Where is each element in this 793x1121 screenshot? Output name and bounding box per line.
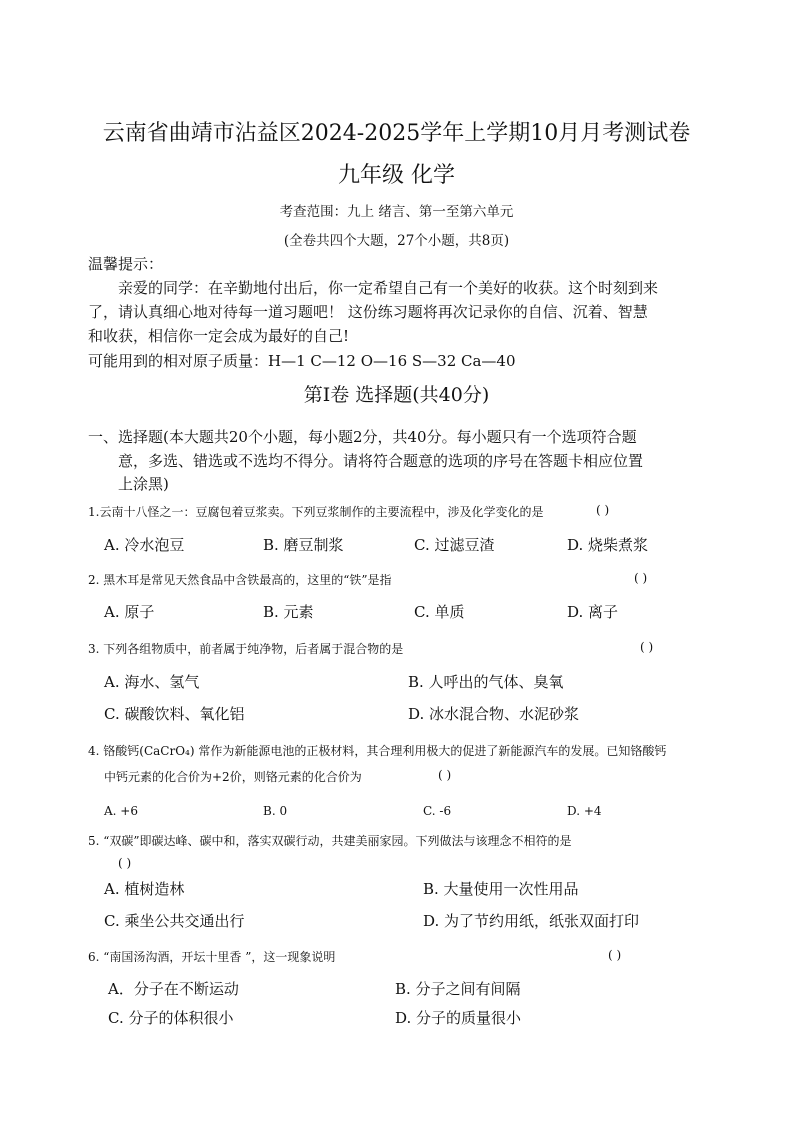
answer-bracket: ( ) bbox=[596, 503, 610, 517]
question-stem: 5. “双碳”即碳达峰、碳中和，落实双碳行动，共建美丽家园。下列做法与该理念不相符的是 bbox=[88, 834, 572, 848]
section-title: 第Ⅰ卷 选择题(共40分) bbox=[303, 384, 490, 406]
section-instructions-3: 上涂黑) bbox=[118, 475, 169, 493]
option-d: D. 烧柴煮浆 bbox=[567, 536, 649, 554]
answer-bracket: ( ) bbox=[634, 571, 648, 585]
option-b: B. 磨豆制浆 bbox=[263, 536, 344, 554]
option-c: C. 分子的体积很小 bbox=[108, 1009, 234, 1027]
option-b: B. 分子之间有间隔 bbox=[395, 980, 521, 998]
question-stem: 3. 下列各组物质中，前者属于纯净物，后者属于混合物的是 bbox=[88, 642, 404, 656]
question-stem: 6. “南国汤沟酒，开坛十里香 ”，这一现象说明 bbox=[88, 950, 336, 964]
option-d: D. 为了节约用纸，纸张双面打印 bbox=[423, 912, 640, 930]
answer-bracket: ( ) bbox=[438, 768, 452, 782]
option-d: D. +4 bbox=[567, 804, 602, 818]
answer-bracket: ( ) bbox=[608, 948, 622, 962]
question-stem-line-2: 中钙元素的化合价为+2价，则铬元素的化合价为 bbox=[104, 770, 362, 784]
option-a: A．分子在不断运动 bbox=[108, 980, 239, 998]
option-c: C. 单质 bbox=[414, 603, 465, 621]
option-a: A. +6 bbox=[104, 804, 138, 818]
option-a: A. 冷水泡豆 bbox=[104, 536, 185, 554]
tips-line-2: 了，请认真细心地对待每一道习题吧！ 这份练习题将再次记录你的自信、沉着、智慧 bbox=[88, 303, 648, 321]
option-d: D. 冰水混合物、水泥砂浆 bbox=[408, 705, 580, 723]
tips-line-1: 亲爱的同学：在辛勤地付出后，你一定希望自己有一个美好的收获。这个时刻到来 bbox=[118, 279, 659, 297]
question-stem: 1.云南十八怪之一：豆腐包着豆浆卖。下列豆浆制作的主要流程中，涉及化学变化的是 bbox=[88, 505, 544, 519]
question-stem-line-1: 4. 铬酸钙(CaCrO₄) 常作为新能源电池的正极材料，其合理利用极大的促进了新能源汽车的发展。已知铬酸钙 bbox=[88, 744, 667, 758]
section-instructions-2: 意，多选、错选或不选均不得分。请将符合题意的选项的序号在答题卡相应位置 bbox=[118, 452, 644, 470]
option-b: B. 人呼出的气体、臭氧 bbox=[408, 673, 564, 691]
tips-heading: 温馨提示： bbox=[88, 255, 164, 273]
option-c: C. 过滤豆渣 bbox=[414, 536, 495, 554]
option-a: A. 原子 bbox=[104, 603, 155, 621]
exam-title: 云南省曲靖市沾益区2024-2025学年上学期10月月考测试卷 bbox=[102, 121, 691, 146]
tips-line-3: 和收获，相信你一定会成为最好的自己! bbox=[88, 327, 350, 345]
section-instructions-1: 一、选择题(本大题共20个小题，每小题2分，共40分。每小题只有一个选项符合题 bbox=[88, 428, 637, 446]
option-c: C. 乘坐公共交通出行 bbox=[104, 912, 245, 930]
option-c: C. -6 bbox=[423, 804, 452, 818]
option-a: A. 海水、氢气 bbox=[104, 673, 200, 691]
option-c: C. 碳酸饮料、氧化铝 bbox=[104, 705, 245, 723]
option-d: D. 分子的质量很小 bbox=[395, 1009, 522, 1027]
question-stem: 2. 黑木耳是常见天然食品中含铁最高的，这里的“铁”是指 bbox=[88, 573, 392, 587]
option-b: B. 元素 bbox=[263, 603, 314, 621]
answer-bracket: ( ) bbox=[118, 856, 132, 870]
option-d: D. 离子 bbox=[567, 603, 619, 621]
option-b: B. 0 bbox=[263, 804, 288, 818]
exam-scope: 考查范围：九上 绪言、第一至第六单元 bbox=[279, 204, 514, 220]
option-b: B. 大量使用一次性用品 bbox=[423, 880, 579, 898]
answer-bracket: ( ) bbox=[640, 640, 654, 654]
atomic-mass-note: 可能用到的相对原子质量：H—1 C—12 O—16 S—32 Ca—40 bbox=[88, 352, 516, 370]
exam-subtitle: 九年级 化学 bbox=[338, 163, 455, 188]
option-a: A. 植树造林 bbox=[104, 880, 185, 898]
exam-structure: (全卷共四个大题，27个小题，共8页) bbox=[283, 233, 510, 249]
